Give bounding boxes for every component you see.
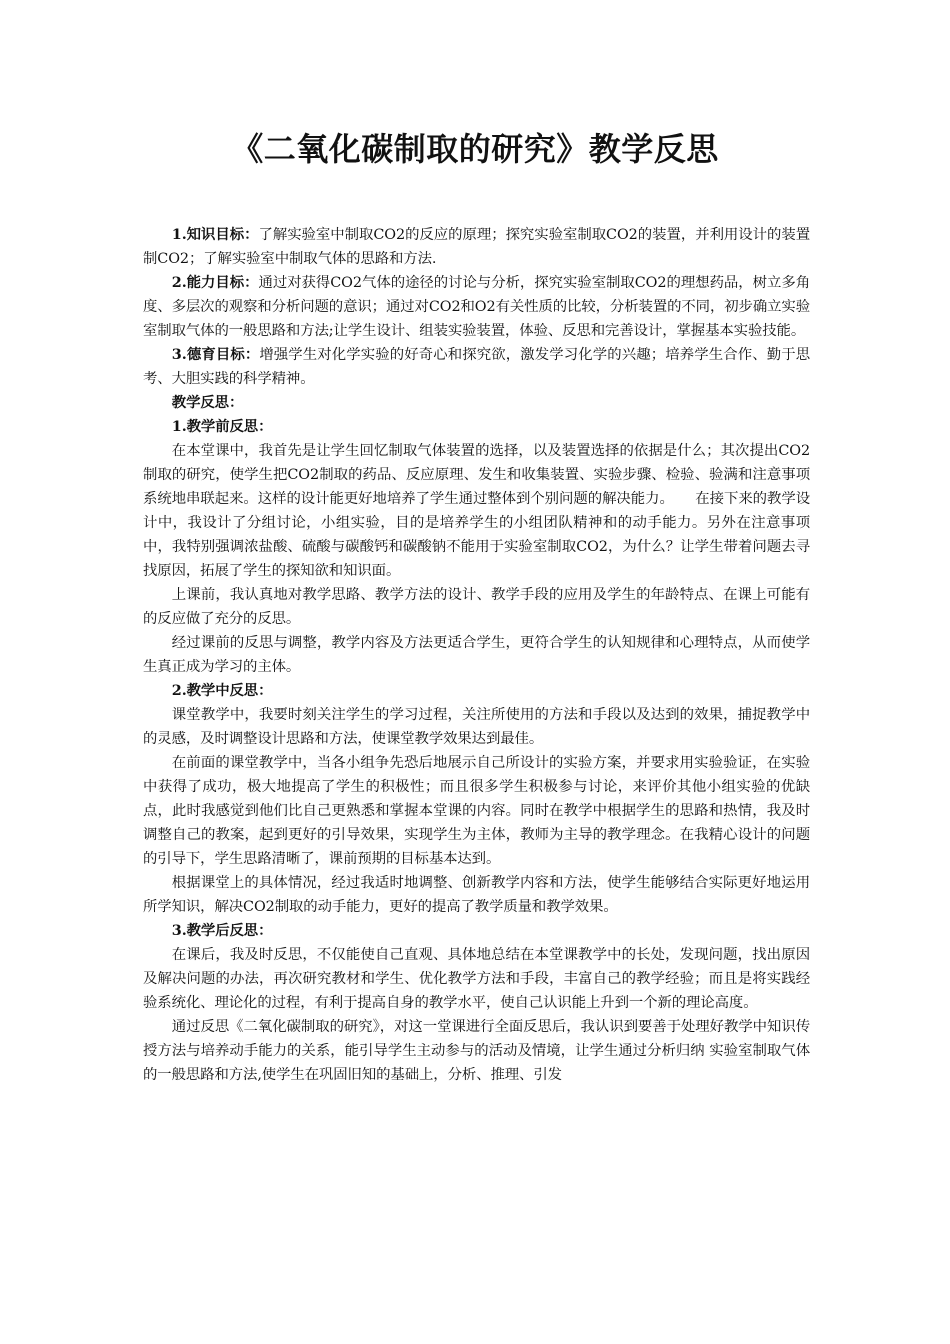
objective-text: 增强学生对化学实验的好奇心和探究欲，激发学习化学的兴趣；培养学生合作、勤于思考、大胆实践的科学精神。 (143, 347, 810, 387)
paragraph: 在课后，我及时反思，不仅能使自己直观、具体地总结在本堂课教学中的长处，发现问题，找出原因及解决问题的办法，再次研究教材和学生、优化教学方法和手段，丰富自己的教学经验；而且是将实践经验系统化、理论化的过程，有利于提高自身的教学水平，使自己认识能上升到一个新的理论高度。 (143, 947, 810, 1011)
objective-text: 通过对获得CO2气体的途径的讨论与分析，探究实验室制取CO2的理想药品，树立多角度、多层次的观察和分析问题的意识；通过对CO2和O2有关性质的比较，分析装置的不同，初步确立实验室制取气体的一般思路和方法;让学生设计、组装实验装置，体验、反思和完善设计，掌握基本实验技能。 (143, 275, 811, 339)
objective-moral (143, 343, 810, 391)
paragraph: 根据课堂上的具体情况，经过我适时地调整、创新教学内容和方法，使学生能够结合实际更好地运用所学知识，解决CO2制取的动手能力，更好的提高了教学质量和教学效果。 (143, 875, 810, 915)
reflection-heading: 教学反思： (171, 394, 244, 411)
paragraph: 课堂教学中，我要时刻关注学生的学习过程，关注所使用的方法和手段以及达到的效果，捕捉教学中的灵感，及时调整设计思路和方法，使课堂教学效果达到最佳。 (143, 707, 810, 747)
paragraph: 经过课前的反思与调整，教学内容及方法更适合学生，更符合学生的认知规律和心理特点，从而使学生真正成为学习的主体。 (143, 635, 810, 675)
paragraph: 在本堂课中，我首先是让学生回忆制取气体装置的选择，以及装置选择的依据是什么；其次提出CO2制取的研究，使学生把CO2制取的药品、反应原理、发生和收集装置、实验步骤、检验、验满和注意事项系统地串联起来。这样的设计能更好地培养了学生通过整体到个别问题的解决能力。 在接下来的教学设计中，我设计了分组讨论，小组实验，目的是培养学生的小组团队精神和的动手能力。另外在注意事项中，我特别强调浓盐酸、硫酸与碳酸钙和碳酸钠不能用于实验室制取CO2，为什么？让学生带着问题去寻找原因，拓展了学生的探知欲和知识面。 (143, 443, 810, 579)
section-heading-before: 1.教学前反思： (171, 418, 273, 435)
section-heading-after: 3.教学后反思： (171, 922, 273, 939)
objective-label: 3.德育目标： (171, 346, 260, 363)
objective-knowledge (143, 223, 810, 271)
section-heading-during: 2.教学中反思： (171, 682, 273, 699)
objective-ability (143, 271, 810, 343)
document-body (143, 223, 810, 1087)
objective-text: 了解实验室中制取CO2的反应的原理；探究实验室制取CO2的装置，并利用设计的装置制CO2；了解实验室中制取气体的思路和方法. (143, 227, 811, 267)
objective-label: 2.能力目标： (171, 274, 259, 291)
paragraph: 上课前，我认真地对教学思路、教学方法的设计、教学手段的应用及学生的年龄特点、在课上可能有的反应做了充分的反思。 (143, 587, 810, 627)
paragraph: 通过反思《二氧化碳制取的研究》，对这一堂课进行全面反思后，我认识到要善于处理好教学中知识传授方法与培养动手能力的关系，能引导学生主动参与的活动及情境，让学生通过分析归纳 实验室制取气体的一般思路和方法,使学生在巩固旧知的基础上，分析、推理、引发 (143, 1019, 810, 1083)
document-title: 《二氧化碳制取的研究》教学反思 (231, 130, 719, 168)
paragraph: 在前面的课堂教学中，当各小组争先恐后地展示自己所设计的实验方案，并要求用实验验证，在实验中获得了成功，极大地提高了学生的积极性；而且很多学生积极参与讨论，来评价其他小组实验的优缺点，此时我感觉到他们比自己更熟悉和掌握本堂课的内容。同时在教学中根据学生的思路和热情，我及时调整自己的教案，起到更好的引导效果，实现学生为主体，教师为主导的教学理念。在我精心设计的问题的引导下，学生思路清晰了，课前预期的目标基本达到。 (143, 755, 810, 867)
objective-label: 1.知识目标： (171, 226, 259, 243)
